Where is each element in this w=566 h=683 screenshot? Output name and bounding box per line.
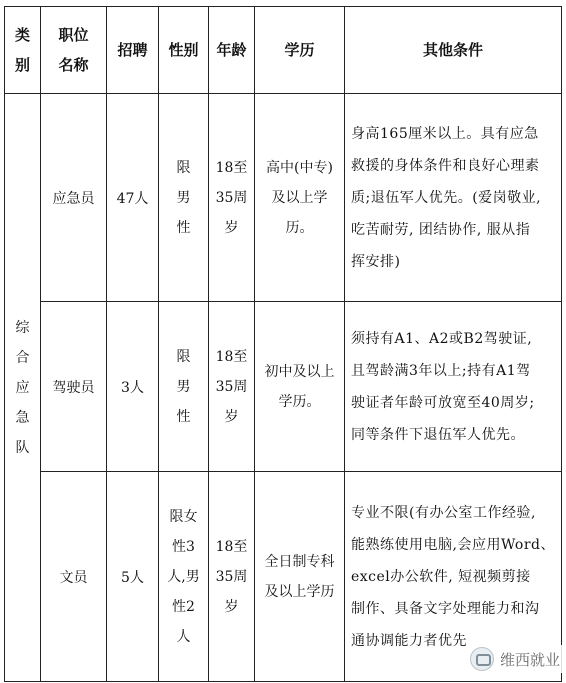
education-line: 高中(中专) [266,159,333,176]
condition-line: 制作、具备文字处理能力和沟 [351,600,540,617]
gender-line: 限 [176,159,191,176]
count-cell: 47人 [107,94,159,302]
gender-line: 男 [176,378,191,395]
education-cell [255,472,345,682]
header-education: 学历 [255,7,345,94]
condition-line: 质;退伍军人优先。(爱岗敬业, [351,189,542,206]
condition-line: 同等条件下退伍军人优先。 [351,426,525,443]
age-line: 18至 [215,348,248,365]
header-count: 招聘 [107,7,159,94]
header-position-line: 职位 [58,26,89,44]
gender-line: 人,男 [167,568,200,585]
gender-line: 限女 [169,508,198,525]
gender-cell [159,472,209,682]
age-line: 35周 [215,568,248,585]
gender-cell [159,302,209,472]
category-char: 综 [15,319,30,336]
condition-line: 能熟练使用电脑,会应用Word、 [351,536,555,553]
category-char: 合 [15,349,30,366]
header-row [5,7,562,94]
gender-line: 性 [176,219,191,236]
education-line: 及以上学历 [264,583,335,600]
education-line: 学历。 [278,393,321,410]
condition-line: 挥安排) [351,253,401,270]
age-cell [209,472,255,682]
condition-line: excel办公软件, 短视频剪接 [351,568,531,585]
other-conditions-cell [345,302,562,472]
age-cell [209,94,255,302]
gender-line: 性2 [172,598,195,615]
count-cell: 3人 [107,302,159,472]
watermark-text: 维西就业 [500,650,561,669]
count-cell: 5人 [107,472,159,682]
table-row [5,94,562,302]
header-other: 其他条件 [345,7,562,94]
education-line: 初中及以上 [264,363,335,380]
position-cell: 应急员 [41,94,107,302]
education-cell [255,302,345,472]
gender-line: 性 [176,408,191,425]
age-line: 岁 [224,219,239,236]
gender-line: 男 [176,189,191,206]
age-line: 岁 [224,598,239,615]
condition-line: 须持有A1、A2或B2驾驶证, [351,330,533,347]
header-position [41,7,107,94]
education-line: 历。 [285,219,314,236]
age-line: 岁 [224,408,239,425]
position-cell: 文员 [41,472,107,682]
header-position-line: 名称 [58,56,89,74]
watermark [470,645,564,673]
gender-line: 性3 [172,538,195,555]
age-line: 35周 [215,189,248,206]
category-char: 应 [15,379,30,396]
header-gender: 性别 [159,7,209,94]
condition-line: 驶证者年龄可放宽至40周岁; [351,394,535,411]
age-line: 35周 [215,378,248,395]
education-line: 全日制专科 [264,553,335,570]
header-category-line: 类 [14,26,30,44]
condition-line: 且驾龄满3年以上;持有A1驾 [351,362,531,379]
age-line: 18至 [215,159,248,176]
category-char: 队 [15,439,30,456]
education-cell [255,94,345,302]
wechat-logo-icon [470,647,494,671]
condition-line: 通协调能力者优先 [351,632,467,649]
condition-line: 身高165厘米以上。具有应急 [351,125,539,142]
category-char: 急 [15,409,30,426]
condition-line: 专业不限(有办公室工作经验, [351,504,536,521]
recruitment-table [4,6,562,682]
condition-line: 吃苦耐劳, 团结协作, 服从指 [351,221,531,238]
age-cell [209,302,255,472]
gender-cell [159,94,209,302]
header-category-line: 别 [14,56,30,74]
header-age: 年龄 [209,7,255,94]
other-conditions-cell [345,94,562,302]
gender-line: 限 [176,348,191,365]
education-line: 及以上学 [271,189,328,206]
age-line: 18至 [215,538,248,555]
category-cell [5,94,41,682]
table-row [5,302,562,472]
gender-line: 人 [176,628,191,645]
position-cell: 驾驶员 [41,302,107,472]
header-category [5,7,41,94]
condition-line: 救援的身体条件和良好心理素 [351,157,540,174]
